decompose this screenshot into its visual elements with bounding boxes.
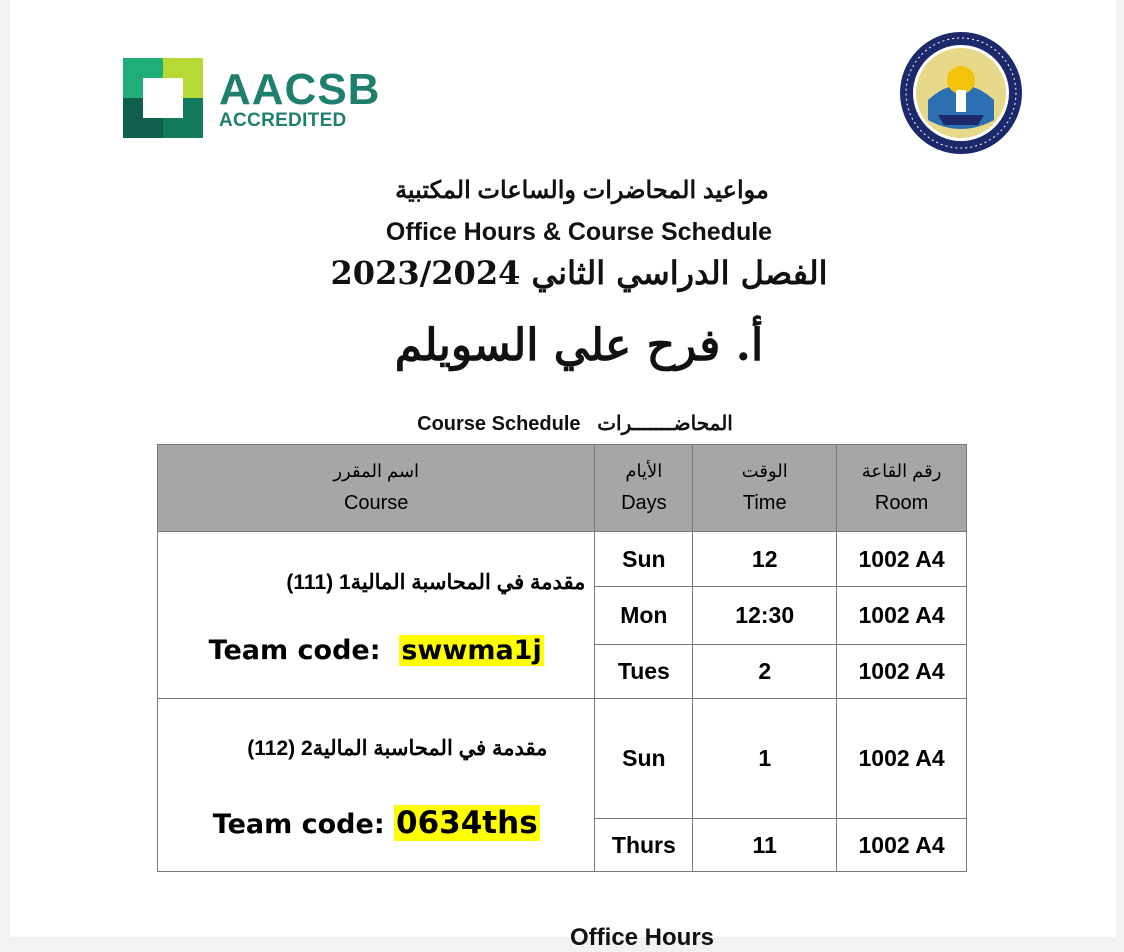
course-schedule-en: Course Schedule bbox=[417, 413, 581, 435]
instructor-name: أ. فرح علي السويلم bbox=[394, 320, 764, 371]
col-header-time: الوقت Time bbox=[693, 445, 837, 532]
title-english: Office Hours & Course Schedule bbox=[385, 218, 773, 246]
table-row bbox=[158, 699, 967, 819]
team-code-label: Team code: bbox=[212, 808, 385, 840]
course-schedule-table bbox=[157, 444, 967, 872]
time-cell: 11 bbox=[693, 819, 837, 872]
table-row bbox=[158, 532, 967, 587]
office-hours-heading: Office Hours bbox=[570, 924, 715, 951]
day-cell: Tues bbox=[595, 645, 693, 699]
time-cell: 12:30 bbox=[693, 587, 837, 645]
team-code-line bbox=[159, 635, 593, 666]
kuwait-university-seal-icon bbox=[898, 30, 1024, 156]
team-code-label: Team code: bbox=[208, 635, 381, 666]
title-arabic: مواعيد المحاضرات والساعات المكتبية bbox=[395, 177, 769, 204]
aacsb-mark-icon bbox=[123, 58, 203, 138]
semester-title: الفصل الدراسي الثاني 2023/2024 bbox=[330, 254, 828, 292]
col-header-course: اسم المقرر Course bbox=[158, 445, 595, 532]
day-cell: Mon bbox=[595, 587, 693, 645]
table-header-row bbox=[158, 445, 967, 532]
time-cell: 1 bbox=[693, 699, 837, 819]
day-cell: Sun bbox=[595, 532, 693, 587]
day-cell: Thurs bbox=[595, 819, 693, 872]
room-cell: 1002 A4 bbox=[837, 819, 967, 872]
room-cell: 1002 A4 bbox=[837, 532, 967, 587]
time-cell: 12 bbox=[693, 532, 837, 587]
course-cell bbox=[158, 699, 595, 872]
aacsb-accredited: ACCREDITED bbox=[219, 110, 347, 131]
aacsb-name: AACSB bbox=[219, 65, 381, 114]
course-schedule-heading bbox=[0, 411, 1124, 436]
room-cell: 1002 A4 bbox=[837, 699, 967, 819]
time-cell: 2 bbox=[693, 645, 837, 699]
team-code-line bbox=[159, 805, 593, 841]
course-schedule-ar: المحاضـــــــرات bbox=[597, 413, 733, 435]
col-header-room: رقم القاعة Room bbox=[837, 445, 967, 532]
aacsb-logo bbox=[123, 58, 381, 140]
course-name: مقدمة في المحاسبة المالية2 (112) bbox=[247, 736, 548, 760]
team-code: 0634ths bbox=[396, 804, 538, 841]
course-name: مقدمة في المحاسبة المالية1 (111) bbox=[286, 571, 586, 594]
col-header-days: الأيام Days bbox=[595, 445, 693, 532]
team-code: swwma1j bbox=[401, 635, 542, 666]
course-cell bbox=[158, 532, 595, 699]
room-cell: 1002 A4 bbox=[837, 587, 967, 645]
room-cell: 1002 A4 bbox=[837, 645, 967, 699]
day-cell: Sun bbox=[595, 699, 693, 819]
